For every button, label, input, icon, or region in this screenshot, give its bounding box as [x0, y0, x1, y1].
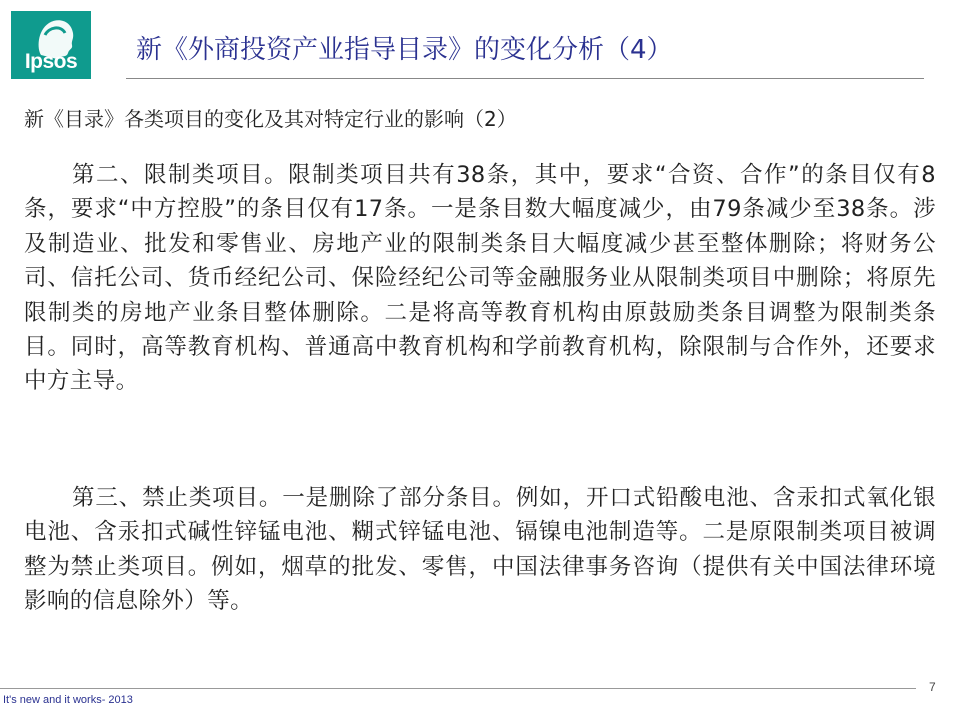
logo-wordmark: Ipsos — [24, 50, 78, 73]
footer-divider — [0, 688, 916, 689]
paragraph-restricted-items: 第二、限制类项目。限制类项目共有38条，其中，要求“合资、合作”的条目仅有8条，要求“中方控股”的条目仅有17条。一是条目数大幅度减少，由79条减少至38条。涉及制造业、批发和零售业、房地产业的限制类条目大幅度减少甚至整体删除；将财务公司、信托公司、货币经纪公司、保险经纪公司等金融服务业从限制类项目中删除；将原先限制类的房地产业条目整体删除。二是将高等教育机构由原鼓励类条目调整为限制类条目。同时，高等教育机构、普通高中教育机构和学前教育机构，除限制与合作外，还要求中方主导。 — [24, 162, 936, 395]
page-number: 7 — [929, 680, 936, 694]
footer-tagline: It's new and it works- 2013 — [3, 694, 133, 706]
ipsos-logo — [11, 11, 91, 79]
section-subtitle: 新《目录》各类项目的变化及其对特定行业的影响（2） — [24, 107, 517, 131]
page-title: 新《外商投资产业指导目录》的变化分析（4） — [136, 35, 673, 65]
title-divider — [126, 78, 924, 79]
paragraph-prohibited-items: 第三、禁止类项目。一是删除了部分条目。例如，开口式铅酸电池、含汞扣式氧化银电池、含汞扣式碱性锌锰电池、糊式锌锰电池、镉镍电池制造等。二是原限制类项目被调整为禁止类项目。例如，烟草的批发、零售，中国法律事务咨询（提供有关中国法律环境影响的信息除外）等。 — [24, 485, 936, 615]
